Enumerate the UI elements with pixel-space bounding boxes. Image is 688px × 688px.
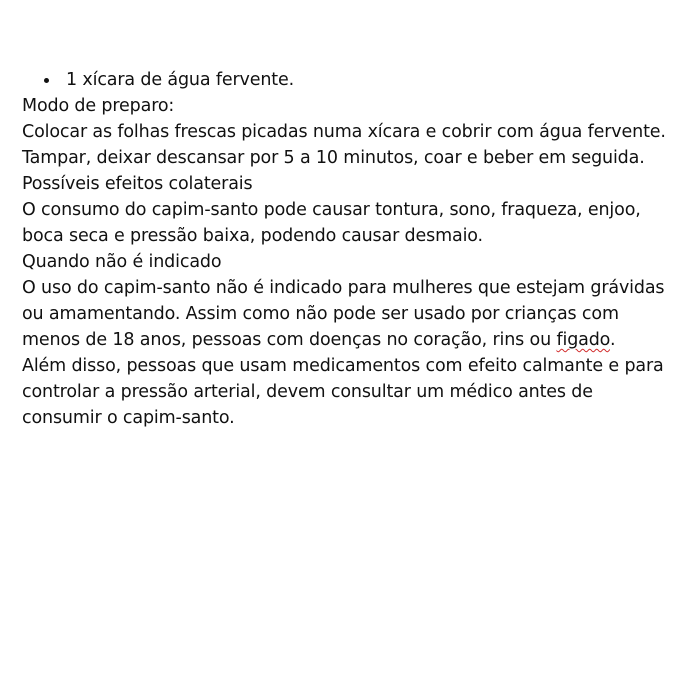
list-item [22, 67, 670, 93]
misspelled-word[interactable]: figado [556, 330, 610, 350]
heading-quando-nao-indicado: Quando não é indicado [22, 252, 222, 272]
paragraph-quando-nao-indicado [22, 275, 670, 353]
paragraph-alem-disso: Além disso, pessoas que usam medicamentos com efeito calmante e para controlar a pressão arterial, devem consultar um médico antes de consumir o capim-santo. [22, 356, 664, 428]
heading-modo-de-preparo: Modo de preparo: [22, 96, 175, 116]
ingredient-list [22, 67, 670, 93]
paragraph-efeitos-colaterais: O consumo do capim-santo pode causar tontura, sono, fraqueza, enjoo, boca seca e pressão baixa, podendo causar desmaio. [22, 200, 641, 246]
bullet-icon [44, 78, 49, 83]
heading-efeitos-colaterais: Possíveis efeitos colaterais [22, 174, 253, 194]
paragraph-text-end: . [609, 330, 616, 350]
document-body [22, 67, 670, 431]
paragraph-text: O uso do capim-santo não é indicado para mulheres que estejam grávidas ou amamentando. Assim como não pode ser usado por crianças com menos de 18 anos, pessoas com doenças no coração, rins ou [22, 278, 665, 350]
list-item-text: 1 xícara de água fervente. [66, 70, 295, 90]
paragraph-modo-de-preparo: Colocar as folhas frescas picadas numa xícara e cobrir com água fervente. Tampar, deixar descansar por 5 a 10 minutos, coar e beber em seguida. [22, 122, 666, 168]
